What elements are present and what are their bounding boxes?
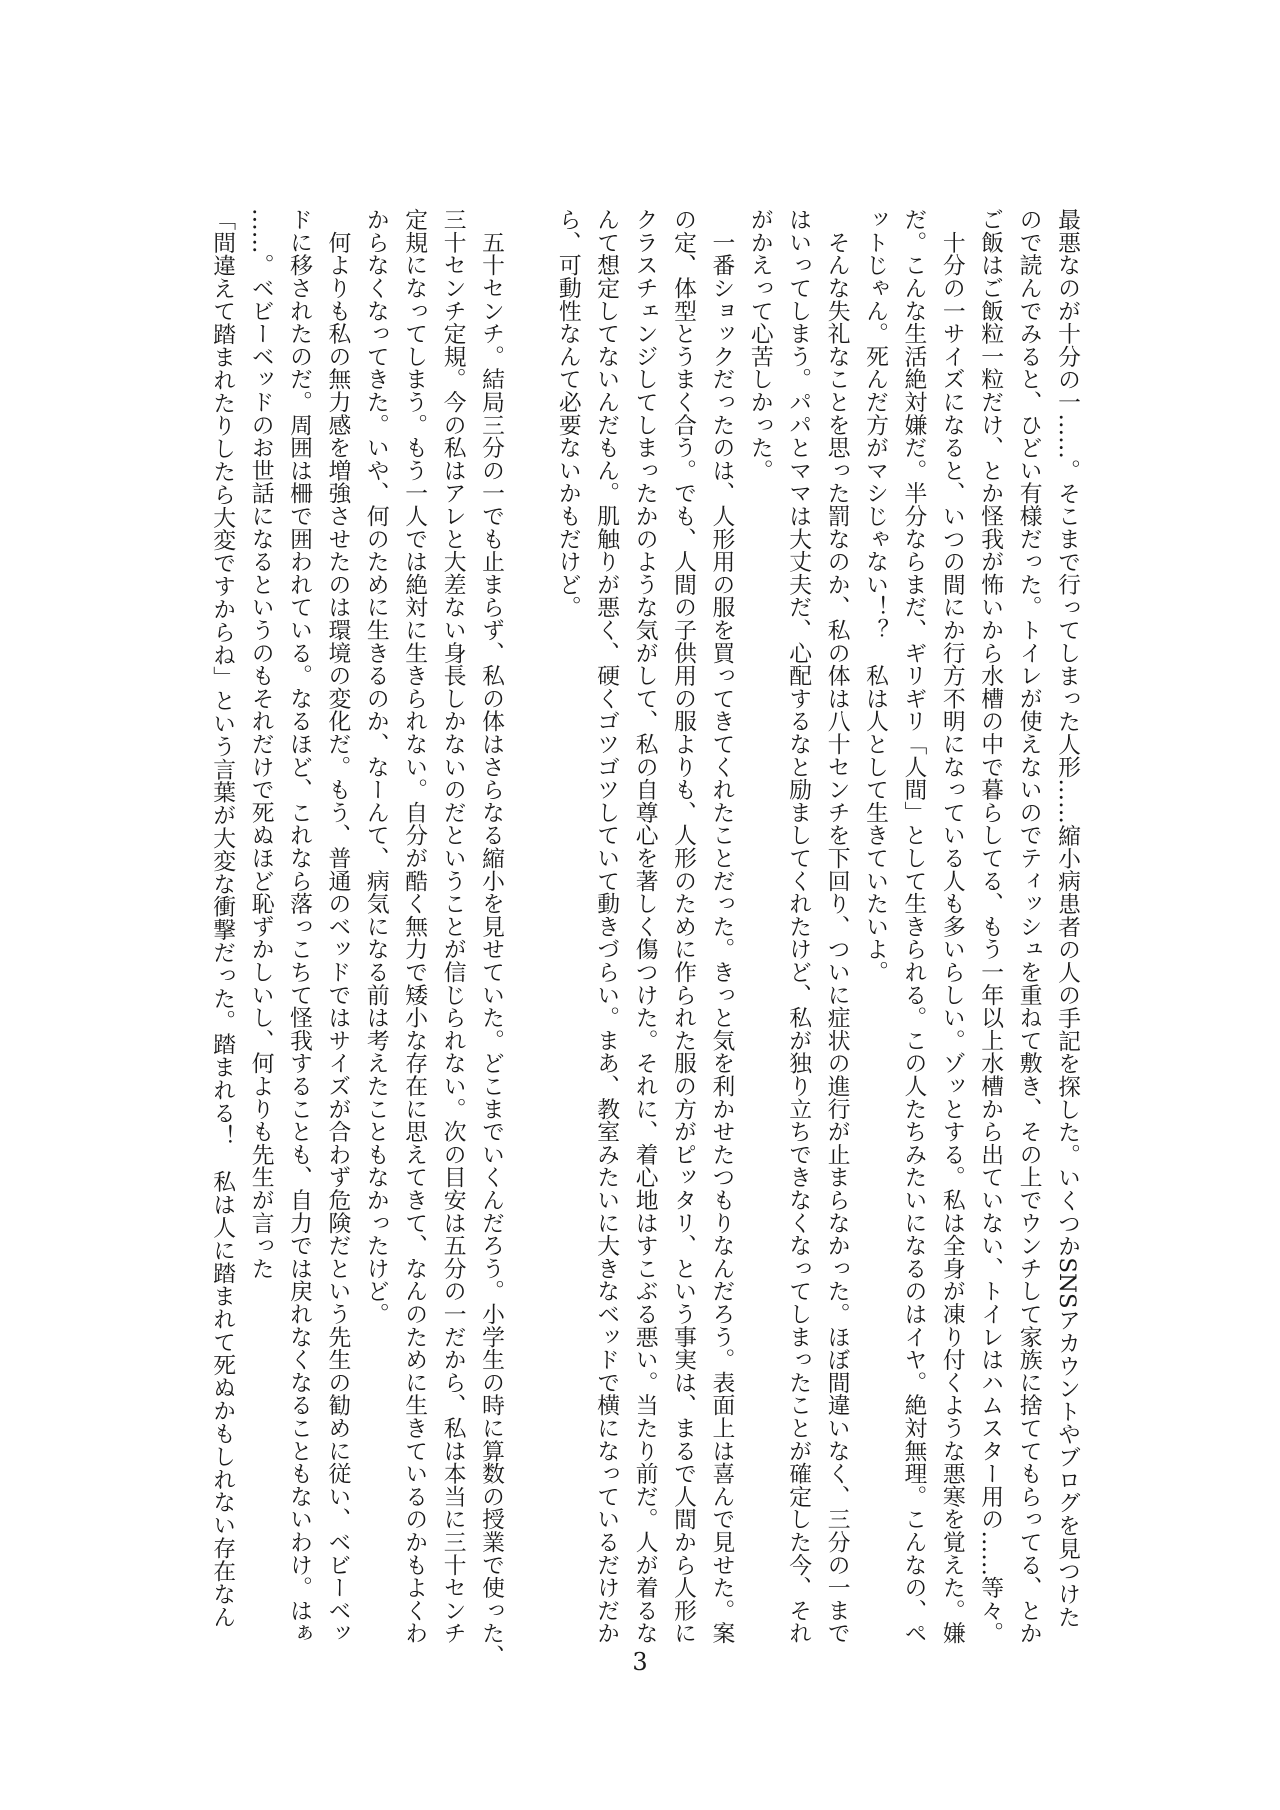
text-column: 最悪なのが十分の一……。そこまで行ってしまった人形……縮小病患者の人の手記を探した。いくつかSNSアカウントやブログを見つけた: [1054, 208, 1080, 1628]
text-column: だ。こんな生活絶対嫌だ。半分ならまだ、ギリギリ「人間」として生きられる。この人たちみたいになるのはイヤ。絶対無理。こんなの、ペ: [900, 208, 927, 1645]
text-column: ら、可動性なんて必要ないかもだけど。: [554, 208, 581, 619]
text-column: はいってしまう。パパとママは大丈夫だ、心配するなと励ましてくれたけど、私が独り立ちできなくなってしまったことが確定した今、それ: [785, 208, 812, 1645]
text-column: 五十センチ。結局三分の一でも止まらず、私の体はさらなる縮小を見せていた。どこまでいくんだろう。小学生の時に算数の授業で使った、: [478, 208, 504, 1668]
text-column: クラスチェンジしてしまったかのような気がして、私の自尊心を著しく傷つけた。それに、着心地はすこぶる悪い。当たり前だ。人が着るな: [631, 208, 658, 1645]
text-column: そんな失礼なことを思った罰なのか、私の体は八十センチを下回り、ついに症状の進行が止まらなかった。ほぼ間違いなく、三分の一まで: [823, 208, 850, 1645]
text-column: の定、体型とうまく合う。でも、人間の子供用の服よりも、人形のために作られた服の方がピッタリ、という事実は、まるで人間から人形に: [670, 208, 696, 1645]
text-column: 十分の一サイズになると、いつの間にか行方不明になっている人も多いらしい。ゾッとする。私は全身が凍り付くような悪寒を覚えた。嫌: [938, 208, 965, 1645]
text-column: 三十センチ定規。今の私はアレと大差ない身長しかないのだということが信じられない。次の目安は五分の一だから、私は本当に三十センチ: [439, 208, 466, 1645]
text-column: 何よりも私の無力感を増強させたのは環境の変化だ。もう、普通のベッドではサイズが合わず危険だという先生の勧めに従い、ベビーベッ: [324, 208, 351, 1645]
page-number: 3: [632, 1648, 648, 1676]
text-column: ……。ベビーベッドのお世話になるというのもそれだけで死ぬほど恥ずかしいし、何よりも先生が言った: [247, 208, 274, 1280]
text-column: 一番ショックだったのは、人形用の服を買ってきてくれたことだった。きっと気を利かせたつもりなんだろう。表面上は喜んで見せた。案: [708, 208, 735, 1645]
blank-column: [513, 208, 545, 1628]
text-column: 定規になってしまう。もう一人では絶対に生きられない。自分が酷く無力で矮小な存在に思えてきて、なんのために生きているのかもよくわ: [401, 208, 428, 1645]
text-column: からなくなってきた。いや、何のために生きるのか、なーんて、病気になる前は考えたこともなかったけど。: [362, 208, 389, 1326]
text-column: ので読んでみると、ひどい有様だった。トイレが使えないのでティッシュを重ねて敷き、その上でウンチして家族に捨ててもらってる、とか: [1015, 208, 1042, 1645]
text-column: がかえって心苦しかった。: [746, 208, 773, 482]
text-column: 「間違えて踏まれたりしたら大変ですからね」という言葉が大変な衝撃だった。踏まれる！ 私は人に踏まれて死ぬかもしれない存在なん: [209, 208, 236, 1628]
text-column: ットじゃん。死んだ方がマシじゃない！？ 私は人として生きていたいよ。: [862, 208, 888, 984]
text-column: ドに移されたのだ。周囲は柵で囲われている。なるほど、これなら落っこちて怪我することも、自力では戻れなくなることもないわけ。はぁ: [286, 208, 312, 1645]
text-column: ご飯はご飯粒一粒だけ、とか怪我が怖いから水槽の中で暮らしてる、もう一年以上水槽から出ていない、トイレはハムスター用の……等々。: [977, 208, 1004, 1645]
text-column: んて想定してないんだもん。肌触りが悪く、硬くゴツゴツしていて動きづらい。まあ、教室みたいに大きなベッドで横になっているだけだか: [593, 208, 620, 1645]
